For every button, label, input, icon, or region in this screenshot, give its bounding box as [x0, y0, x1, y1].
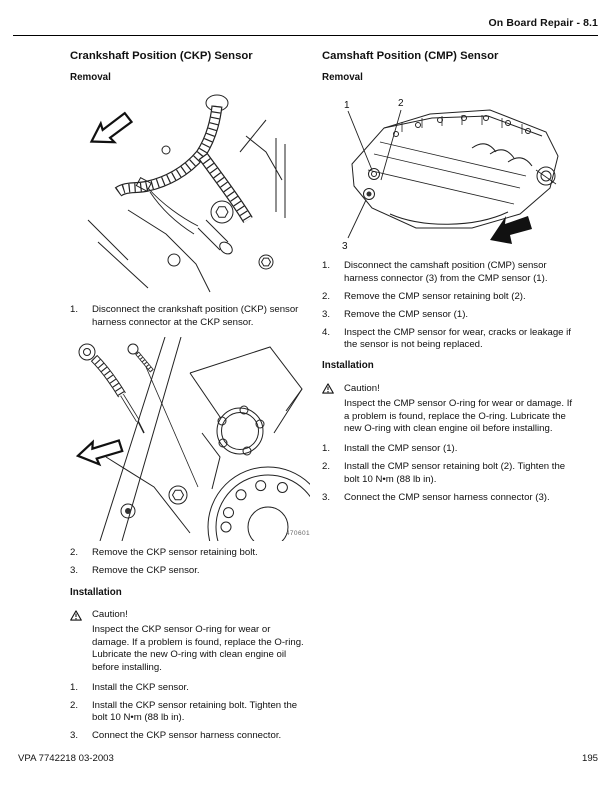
figure-number: 470601 [285, 529, 310, 537]
cmp-removal-heading: Removal [322, 72, 363, 83]
list-item [70, 700, 310, 725]
list-item [322, 461, 575, 486]
step-text: Remove the CMP sensor (1). [344, 308, 469, 320]
cmp-figure [322, 92, 575, 254]
step-number: 3. [322, 308, 331, 320]
step-number: 1. [322, 260, 331, 272]
figure-callout-3: 3 [342, 241, 348, 253]
ckp-sensor-illustration [70, 337, 310, 541]
cmp-installation-heading: Installation [322, 360, 374, 372]
cmp-caution [322, 383, 575, 395]
ckp-removal-steps [70, 304, 310, 329]
ckp-caution-text: Inspect the CKP sensor O-ring for wear or damage. If a problem is found, replace the O-ring. Lubricate the new O-ring with clean engine oil before installing. [92, 624, 304, 673]
cmp-install-steps [322, 443, 575, 504]
caution-triangle-icon [70, 610, 92, 621]
list-item [70, 682, 310, 694]
step-text: Remove the CMP sensor retaining bolt (2). [344, 290, 526, 302]
ckp-title: Crankshaft Position (CKP) Sensor [70, 50, 253, 62]
list-item [70, 304, 310, 329]
list-item [322, 309, 575, 321]
ckp-figure-sensor [70, 337, 310, 541]
list-item [322, 492, 575, 504]
caution-triangle-icon [322, 383, 344, 394]
page-footer [18, 753, 598, 764]
ckp-install-steps [70, 682, 310, 743]
step-text: Connect the CKP sensor harness connector. [92, 730, 282, 742]
list-item [322, 327, 575, 352]
down-left-arrow-icon [490, 216, 532, 244]
step-text: Install the CKP sensor. [92, 681, 189, 693]
cmp-engine-illustration [322, 92, 567, 254]
ckp-removal-heading: Removal [70, 72, 111, 83]
step-text: Disconnect the crankshaft position (CKP) sensor harness connector at the CKP sensor. [92, 304, 299, 328]
footer-document-id: VPA 7742218 03-2003 [18, 753, 114, 764]
list-item [70, 547, 310, 559]
step-text: Install the CMP sensor (1). [344, 443, 458, 455]
step-number: 1. [322, 443, 331, 455]
caution-label: Caution! [344, 382, 380, 394]
header-rule [13, 35, 598, 36]
up-left-arrow-icon [86, 110, 136, 152]
step-number: 2. [322, 461, 331, 473]
figure-callout-2: 2 [398, 98, 404, 110]
step-text: Inspect the CMP sensor for wear, cracks or leakage if the sensor is not being replaced. [344, 326, 571, 350]
ckp-harness-illustration [70, 92, 300, 298]
cmp-section [322, 50, 575, 510]
step-number: 2. [70, 547, 79, 559]
cmp-removal-steps [322, 260, 575, 351]
step-text: Remove the CKP sensor retaining bolt. [92, 547, 258, 559]
ckp-section [70, 50, 310, 748]
step-number: 1. [70, 304, 79, 316]
page-header-title: On Board Repair - 8.1 [488, 17, 598, 29]
list-item [322, 260, 575, 285]
step-text: Install the CKP sensor retaining bolt. Tighten the bolt 10 N•m (88 lb in). [92, 699, 298, 724]
step-number: 1. [70, 681, 79, 693]
list-item [322, 291, 575, 303]
step-number: 3. [70, 565, 79, 577]
step-number: 4. [322, 326, 331, 338]
step-number: 2. [322, 290, 331, 302]
step-number: 3. [70, 730, 79, 742]
step-text: Remove the CKP sensor. [92, 565, 200, 577]
cmp-caution-text: Inspect the CMP sensor O-ring for wear or damage. If a problem is found, replace the O-ring. Lubricate the new O-ring with clean engine oil before installing. [344, 398, 573, 434]
ckp-figure-harness [70, 92, 310, 298]
step-text: Disconnect the camshaft position (CMP) sensor harness connector (3) from the CMP sensor (1). [344, 260, 548, 284]
ckp-removal-steps-cont [70, 547, 310, 577]
step-number: 2. [70, 699, 79, 711]
ckp-installation-heading: Installation [70, 586, 122, 598]
step-text: Connect the CMP sensor harness connector (3). [344, 491, 550, 503]
ckp-caution [70, 609, 310, 621]
footer-page-number: 195 [581, 753, 598, 764]
list-item [322, 443, 575, 455]
list-item [70, 565, 310, 577]
list-item [70, 730, 310, 742]
figure-callout-1: 1 [344, 100, 350, 112]
step-text: Install the CMP sensor retaining bolt (2). Tighten the bolt 10 N•m (88 lb in). [344, 461, 566, 485]
caution-label: Caution! [92, 608, 128, 620]
step-number: 3. [322, 491, 331, 503]
cmp-title: Camshaft Position (CMP) Sensor [322, 50, 499, 62]
